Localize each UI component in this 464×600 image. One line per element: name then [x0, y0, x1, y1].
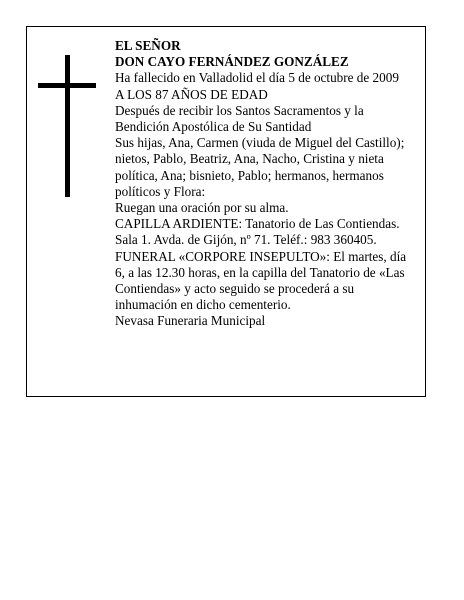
family-list: Sus hijas, Ana, Carmen (viuda de Miguel del Castillo); nietos, Pablo, Beatriz, Ana, Nacho, Cristina y nieta política, Ana; bisnieto, Pablo; hermanos, hermanos políticos y Flora:: [115, 135, 405, 199]
age-statement: A LOS 87 AÑOS DE EDAD: [115, 86, 268, 102]
death-statement: Ha fallecido en Valladolid el día 5 de octubre de 2009: [115, 70, 399, 86]
chapel-info: CAPILLA ARDIENTE: Tanatorio de Las Contiendas. Sala 1. Avda. de Gijón, nº 71. Teléf.: 983 360405.: [115, 216, 400, 248]
obituary-text: [115, 38, 419, 330]
cross-icon-horizontal-bar: [38, 83, 96, 88]
sacraments-statement: Después de recibir los Santos Sacramentos y la Bendición Apostólica de Su Santidad: [115, 102, 364, 135]
funeral-info: FUNERAL «CORPORE INSEPULTO»: El martes, día 6, a las 12.30 horas, en la capilla del Tanatorio de «Las Contiendas» y acto seguido se procederá a su inhumación en dicho cementerio.: [115, 248, 407, 313]
deceased-name: DON CAYO FERNÁNDEZ GONZÁLEZ: [115, 54, 349, 70]
deceased-title: EL SEÑOR: [115, 38, 181, 53]
prayer-request: Ruegan una oración por su alma.: [115, 200, 289, 216]
funeral-home: Nevasa Funeraria Municipal: [115, 313, 266, 329]
cross-icon-vertical-bar: [65, 55, 70, 197]
